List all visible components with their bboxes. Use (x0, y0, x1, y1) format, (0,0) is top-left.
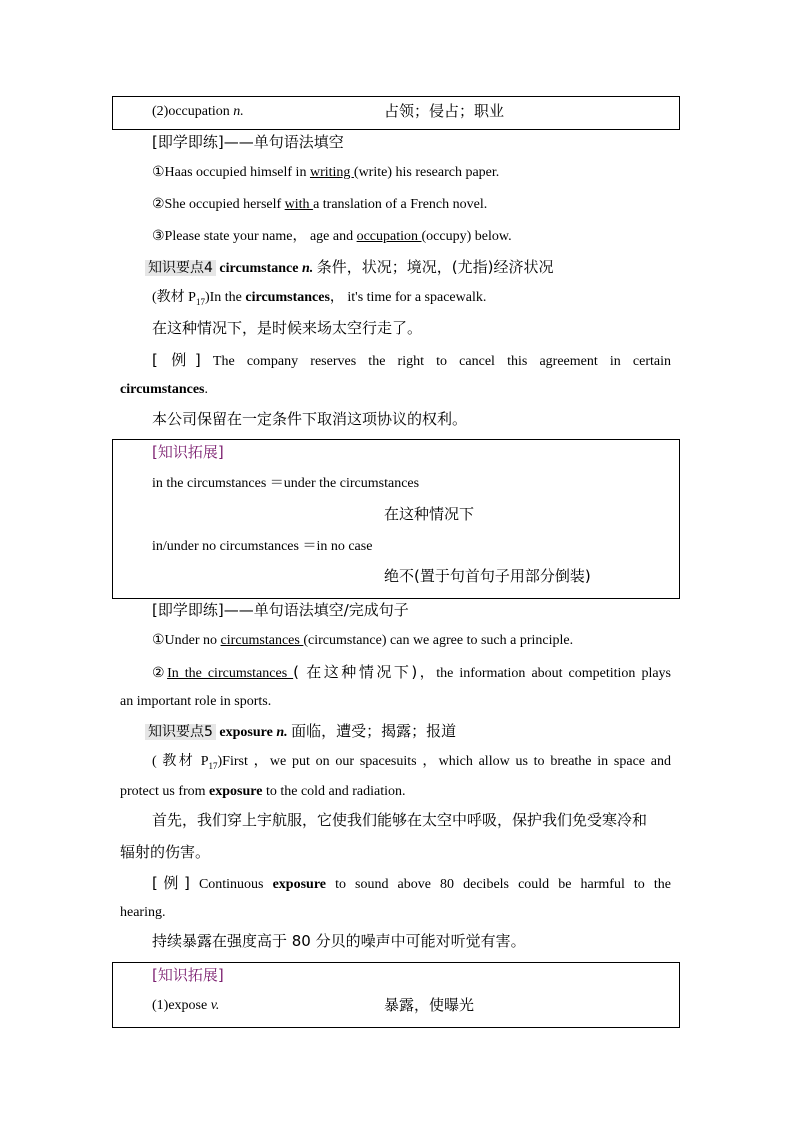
knowledge-point-label: 知识要点5 (145, 724, 216, 740)
practice-heading: [即学即练]——单句语法填空 (152, 133, 344, 151)
practice-heading: [即学即练]——单句语法填空/完成句子 (152, 601, 409, 619)
headword: exposure (219, 725, 273, 740)
expansion-line-2-meaning: 绝不(置于句首句子用部分倒装) (384, 567, 591, 585)
example-translation: 本公司保留在一定条件下取消这项协议的权利。 (152, 410, 468, 428)
textbook-source: ( 教材 $P_{17})First$ ，we put on our spacesuits ，which allow us to breathe in space and (152, 754, 671, 771)
practice-item-2: ②In the circumstances ( 在这种情况下)，the information about competition plays (152, 663, 671, 681)
answer-blank: circumstances (220, 633, 304, 648)
example-sentence: [例] Continuous exposure to sound above 80 decibels could be harmful to the (152, 874, 671, 892)
answer-blank: writing (309, 165, 354, 180)
headword-pos: n. (301, 261, 314, 276)
headword: circumstance (219, 261, 299, 276)
knowledge-point-5-header (145, 721, 456, 743)
expansion-term: (1)expose v. (152, 998, 220, 1013)
example-translation: 持续暴露在强度高于 80 分贝的噪声中可能对听觉有害。 (152, 932, 526, 950)
headword-meaning: 条件，状况；境况，(尤指)经济状况 (316, 258, 554, 276)
expansion-box-exposure (112, 962, 680, 1028)
answer-blank: occupation (356, 229, 422, 244)
expansion-box-circumstance (112, 439, 680, 599)
term-text: (2)occupation (152, 104, 230, 119)
textbook-source: (教材 $P_{17})In$ the circumstances， it's time for a spacewalk. (152, 290, 487, 307)
expansion-line-2: in/under no circumstances ＝in no case (152, 539, 373, 554)
answer-blank: with (284, 197, 314, 212)
answer-blank: In the circumstances (167, 666, 294, 681)
headword-meaning: 面临，遭受；揭露；报道 (291, 722, 457, 740)
term-pos: n. (233, 104, 244, 119)
practice-item-2-cont: an important role in sports. (120, 694, 272, 709)
headword-pos: n. (276, 725, 288, 740)
expansion-line-1: in the circumstances ＝under the circumstances (152, 476, 420, 491)
term-occupation (152, 102, 244, 122)
textbook-source-cont: protect us from exposure to the cold and radiation. (120, 784, 406, 799)
example-sentence-cont: hearing. (120, 905, 166, 920)
expansion-heading: [知识拓展] (152, 443, 224, 461)
source-translation: 在这种情况下，是时候来场太空行走了。 (152, 319, 423, 337)
expansion-box-occupation (112, 96, 680, 130)
practice-item-1: ①Haas occupied himself in writing (write) his research paper. (152, 165, 500, 180)
term-meaning: 占领；侵占；职业 (384, 102, 505, 120)
source-translation-cont: 辐射的伤害。 (120, 843, 211, 861)
expansion-term-meaning: 暴露，使曝光 (384, 996, 475, 1014)
source-translation: 首先，我们穿上宇航服，它使我们能够在太空中呼吸，保护我们免受寒冷和 (152, 811, 648, 829)
example-sentence: [ 例] The company reserves the right to cancel this agreement in certain (152, 351, 671, 369)
practice-item-2: ②She occupied herself with a translation of a French novel. (152, 197, 488, 212)
practice-item-3: ③Please state your name， age and occupation (occupy) below. (152, 229, 512, 244)
knowledge-point-4-header (145, 257, 554, 279)
example-sentence-cont: circumstances. (120, 382, 208, 397)
practice-item-1: ①Under no circumstances (circumstance) can we agree to such a principle. (152, 633, 574, 648)
expansion-line-1-meaning: 在这种情况下 (384, 505, 475, 523)
expansion-heading: [知识拓展] (152, 966, 224, 984)
knowledge-point-label: 知识要点4 (145, 260, 216, 276)
